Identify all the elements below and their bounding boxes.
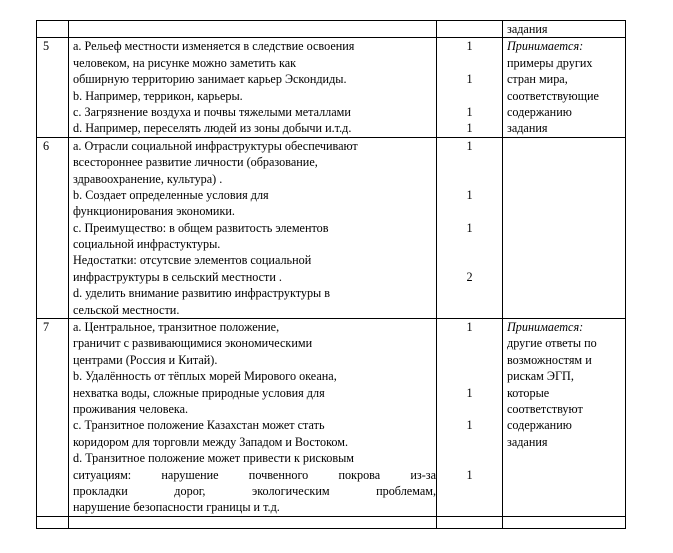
answer-line: a. Центральное, транзитное положение, <box>73 320 280 335</box>
answer-text <box>69 21 437 38</box>
points-value: 1 <box>466 104 473 119</box>
answer-line: ситуациям: нарушение почвенного покрова из-за <box>73 467 436 482</box>
note-line: возможностям и <box>507 352 592 367</box>
answer-line: c. Преимущество: в общем развитость элементов <box>73 220 329 235</box>
answer-line: всестороннее развитие личности (образование, <box>73 155 318 170</box>
note-line: которые <box>507 385 550 400</box>
task-number: 5 <box>37 38 69 137</box>
answer-line: проживания человека. <box>73 401 189 416</box>
answer-line: c. Загрязнение воздуха и почвы тяжелыми металлами <box>73 104 351 119</box>
note-line: соответствуют <box>507 401 583 416</box>
points-column <box>437 38 503 137</box>
note-line: содержанию <box>507 418 572 433</box>
points-value <box>437 252 502 268</box>
points-value: 1 <box>466 385 473 400</box>
points-value: 1 <box>466 72 473 87</box>
answer-line: сельской местности. <box>73 302 180 317</box>
note-line: примеры других <box>507 55 593 70</box>
answer-line: прокладки дорог, экологическим проблемам, <box>73 483 436 498</box>
answer-line: нехватка воды, сложные природные условия для <box>73 385 325 400</box>
answer-line: нарушение безопасности границы и т.д. <box>73 500 280 515</box>
note-line: рискам ЭГП, <box>507 369 574 384</box>
task-number: 7 <box>37 319 69 517</box>
answer-line: a. Отрасли социальной инфраструктуры обеспечивают <box>73 138 358 153</box>
note-line: соответствующие <box>507 88 599 103</box>
answer-line: центрами (Россия и Китай). <box>73 352 218 367</box>
task-number: 6 <box>37 137 69 318</box>
note-line: стран мира, <box>507 72 568 87</box>
answer-line: человеком, на рисунке можно заметить как <box>73 55 297 70</box>
points-value: 1 <box>466 138 473 153</box>
points-value <box>437 55 502 71</box>
points-value: 1 <box>466 39 473 54</box>
note-column <box>503 137 626 318</box>
answer-line: обширную территорию занимает карьер Эскондиды. <box>73 72 347 87</box>
points-value <box>437 434 502 450</box>
points-value: 1 <box>466 187 473 202</box>
points-value <box>437 368 502 384</box>
points-value: 1 <box>466 418 473 433</box>
points-value: 1 <box>466 220 473 235</box>
answer-line: инфраструктуры в сельский местности . <box>73 269 282 284</box>
points-value <box>437 285 502 301</box>
note-line: задания <box>507 121 548 136</box>
answer-line: здравоохранение, культура) . <box>73 171 223 186</box>
answer-line: c. Транзитное положение Казахстан может стать <box>73 418 325 433</box>
points-value <box>437 171 502 187</box>
points-value <box>437 499 502 515</box>
points-value <box>437 335 502 351</box>
points-value: 1 <box>466 467 473 482</box>
answer-line: функционирования экономики. <box>73 204 235 219</box>
points-value: 1 <box>466 121 473 136</box>
answer-line: d. уделить внимание развитию инфраструктуры в <box>73 286 331 301</box>
note-accepted-label: Принимается: <box>507 39 584 54</box>
answer-line: b. Создает определенные условия для <box>73 187 269 202</box>
points-value: 2 <box>466 269 473 284</box>
answer-line: d. Транзитное положение может привести к рисковым <box>73 451 355 466</box>
answer-line: a. Рельеф местности изменяется в следствие освоения <box>73 39 355 54</box>
answer-line: граничит с развивающимися экономическими <box>73 336 313 351</box>
table-row <box>37 137 626 318</box>
points-value <box>437 203 502 219</box>
answer-line: b. Например, террикон, карьеры. <box>73 88 243 103</box>
points-value <box>437 302 502 318</box>
answer-text <box>69 319 437 517</box>
points-value <box>437 236 502 252</box>
grading-table <box>36 20 626 529</box>
points-value <box>437 483 502 499</box>
answer-text <box>69 137 437 318</box>
points-column <box>437 137 503 318</box>
points-value <box>437 352 502 368</box>
note-line: задания <box>507 22 548 36</box>
note-column <box>503 38 626 137</box>
task-number <box>37 21 69 38</box>
points-value <box>437 154 502 170</box>
points-column <box>437 21 503 38</box>
points-value <box>437 401 502 417</box>
note-column <box>503 319 626 517</box>
note-line: содержанию <box>507 104 572 119</box>
note-column <box>503 21 626 38</box>
answer-line: коридором для торговли между Западом и Востоком. <box>73 434 349 449</box>
table-row <box>37 21 626 38</box>
note-line: другие ответы по <box>507 336 597 351</box>
points-value <box>437 88 502 104</box>
points-value <box>437 450 502 466</box>
answer-line: d. Например, переселять людей из зоны добычи и.т.д. <box>73 121 352 136</box>
empty-row <box>37 516 626 528</box>
points-value: 1 <box>466 320 473 335</box>
table-row <box>37 319 626 517</box>
points-column <box>437 319 503 517</box>
note-accepted-label: Принимается: <box>507 320 584 335</box>
answer-line: Недостатки: отсутсвие элементов социальной <box>73 253 312 268</box>
table-row <box>37 38 626 137</box>
note-line: задания <box>507 434 548 449</box>
answer-line: социальной инфрастуктуры. <box>73 237 221 252</box>
answer-text <box>69 38 437 137</box>
answer-line: b. Удалённость от тёплых морей Мирового океана, <box>73 369 337 384</box>
